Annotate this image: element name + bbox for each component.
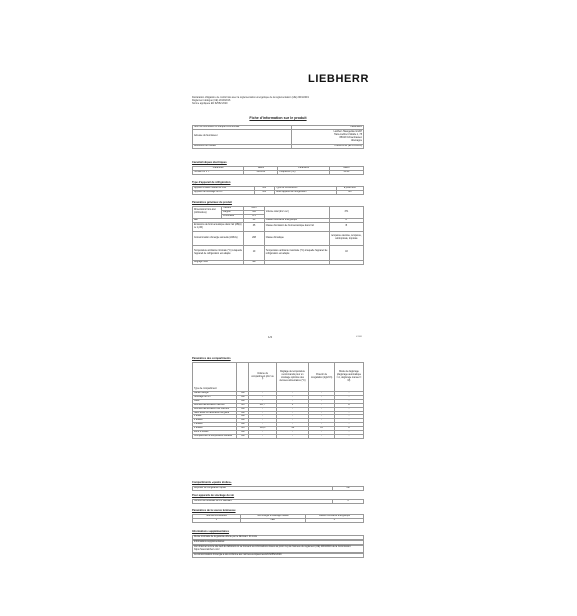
wine-table xyxy=(192,499,364,504)
table-cell: Classe d'émission de bruit acoustique dans l'air xyxy=(264,222,329,231)
column-header: Valeur xyxy=(329,167,363,171)
section-title-four-star: Compartiments «quatre étoiles» xyxy=(192,481,232,484)
column-header xyxy=(237,363,249,392)
section-title-light: Paramètres de la source lumineuse xyxy=(192,509,236,512)
table-cell: Adresse du fournisseur xyxy=(193,129,292,144)
table-cell: 2015 xyxy=(244,207,265,211)
light-table xyxy=(192,514,364,523)
table-cell: - xyxy=(276,431,308,435)
table-cell: Classe climatique xyxy=(264,231,329,245)
table-cell: - xyxy=(309,419,335,423)
general-table xyxy=(192,206,364,265)
table-cell: non xyxy=(254,190,275,194)
four-star-table xyxy=(192,486,364,491)
table-cell: nombre de bouteilles de vin standard xyxy=(193,500,333,504)
column-header: Technologie d'éclairage utilisée xyxy=(240,515,305,519)
table-cell: 267,7 xyxy=(249,403,276,407)
intro-line: Norme appliquée EN 62552:2020 xyxy=(192,102,228,106)
table-cell: -18 xyxy=(276,427,308,431)
extra-line: Lien Internet vers le site web du fabricant où se trouvent les informations visées au point 4 a) de l'annexe du règlement (UE) 2019/2019 de la Commission: https://www.liebherr.com/ xyxy=(192,545,364,553)
table-cell: oui xyxy=(237,427,249,431)
table-cell: 371 xyxy=(329,207,363,219)
table-cell: 43 xyxy=(329,245,363,260)
table-cell: non xyxy=(254,187,275,191)
table-cell: 1 xyxy=(193,518,241,522)
table-cell: Type de construction xyxy=(275,187,337,191)
table-row xyxy=(193,487,364,491)
electrical-table-wrap xyxy=(192,166,364,175)
table-cell: - xyxy=(249,399,276,403)
four-star-table-wrap xyxy=(192,486,364,491)
section-title-appliance-type: Type d'appareil de réfrigération xyxy=(192,181,231,184)
table-cell: - xyxy=(249,407,276,411)
table-cell: - xyxy=(276,415,308,419)
table-cell: Appareil de stockage du vin xyxy=(193,190,255,194)
table-cell: - xyxy=(249,423,276,427)
table-cell: non xyxy=(237,407,249,411)
table-row xyxy=(193,231,364,245)
table-row xyxy=(193,518,364,522)
section-title-compartments: Paramètres des compartiments xyxy=(192,357,231,360)
table-cell: non xyxy=(237,431,249,435)
table-cell: - xyxy=(249,411,276,415)
table-cell: A xyxy=(334,427,363,431)
electrical-table xyxy=(192,166,364,175)
table-cell: 5 xyxy=(276,403,308,407)
table-cell: CNd5203-22 (EPCxxxx/00) xyxy=(292,144,364,148)
compartments-table-wrap xyxy=(192,362,364,439)
table-cell: - xyxy=(309,399,335,403)
table-cell: Tension en V ~ xyxy=(193,170,244,174)
table-row xyxy=(193,170,364,174)
compartments-table xyxy=(192,362,364,439)
table-cell: 2 étoiles xyxy=(193,419,237,423)
table-cell: - xyxy=(276,407,308,411)
column-header: Valeur xyxy=(244,167,278,171)
table-cell: Profondeur xyxy=(222,214,244,218)
table-cell: - xyxy=(309,431,335,435)
table-cell: - xyxy=(309,392,335,396)
table-cell: - xyxy=(276,411,308,415)
table-cell: - xyxy=(249,392,276,396)
table-cell: non xyxy=(244,260,265,264)
table-cell: - xyxy=(309,423,335,427)
table-cell: 50-60 xyxy=(329,170,363,174)
light-table-wrap xyxy=(192,514,364,523)
table-cell: Fréquence (Hz) xyxy=(278,170,329,174)
table-cell: - xyxy=(249,419,276,423)
table-cell: 208 xyxy=(244,231,265,245)
table-row xyxy=(193,222,364,231)
table-cell: Volume total (dm³ ou l) xyxy=(264,207,329,219)
appliance-type-table xyxy=(192,186,364,195)
table-cell: 10 xyxy=(309,427,335,431)
table-row xyxy=(193,260,364,264)
table-cell: - xyxy=(276,434,308,438)
table-cell: Denrées alimentaires fraîches xyxy=(193,403,237,407)
table-cell: Consommation d'énergie annuelle (kWh/a) xyxy=(193,231,244,245)
table-cell: non xyxy=(237,411,249,415)
column-header: Volume du compartiment (dm³ ou l) xyxy=(249,363,276,392)
table-cell: Hauteur xyxy=(222,207,244,211)
version-tag: V-1/08 xyxy=(356,336,362,338)
table-cell: non xyxy=(237,434,249,438)
table-cell: non xyxy=(237,423,249,427)
table-cell: Stockage du vin xyxy=(193,395,237,399)
table-cell: LED xyxy=(240,518,305,522)
table-cell: oui xyxy=(237,403,249,407)
column-header: Classe d'efficacité énergétique xyxy=(305,515,363,519)
table-cell: - xyxy=(309,403,335,407)
table-cell: Liebherr-Hausgeräte GmbH Hans-Liebherr-Straße 1, 78 88416 Ochsenhausen Allemagne xyxy=(292,129,364,144)
column-header: Type de compartiment xyxy=(193,363,237,392)
table-cell: non xyxy=(237,419,249,423)
table-cell: Largeur xyxy=(222,210,244,214)
table-cell: 4 étoiles xyxy=(193,427,237,431)
table-cell: non xyxy=(237,392,249,396)
table-cell: Dispositif de congélation rapide xyxy=(193,487,333,491)
table-cell: - xyxy=(276,419,308,423)
table-cell: - xyxy=(334,423,363,427)
intro-text xyxy=(192,96,362,106)
table-cell: - xyxy=(334,399,363,403)
table-cell: - xyxy=(334,411,363,415)
section-title-wine: Pour appareils de stockage du vin xyxy=(192,494,235,497)
table-cell: Sans étoile ou fabrication de glace xyxy=(193,411,237,415)
table-cell: - xyxy=(309,407,335,411)
table-cell: - xyxy=(334,431,363,435)
table-cell: 35 xyxy=(244,222,265,231)
appliance-type-table-wrap xyxy=(192,186,364,195)
table-cell: F xyxy=(305,518,363,522)
intro-line: Règlement délégué (UE) 2019/2016 xyxy=(192,99,231,103)
table-cell: Réglage hiver xyxy=(193,260,244,264)
table-cell: - xyxy=(334,392,363,396)
table-cell: - xyxy=(249,434,276,438)
table-cell: 103,1 xyxy=(249,427,276,431)
table-row xyxy=(193,190,364,194)
table-cell: - xyxy=(249,395,276,399)
extra-line: Informations supplémentaires: xyxy=(192,540,364,545)
table-row xyxy=(193,144,364,148)
table-cell: non xyxy=(237,415,249,419)
table-cell: Dimensions hors-tout (millimètres) xyxy=(193,207,222,219)
supplier-table-wrap xyxy=(192,125,364,149)
table-cell: - xyxy=(276,395,308,399)
table-cell: 80 xyxy=(244,218,265,222)
table-cell: 0 xyxy=(333,500,364,504)
table-cell: 220-240 xyxy=(244,170,278,174)
table-cell: non xyxy=(237,399,249,403)
table-cell: - xyxy=(309,434,335,438)
table-cell: tempérée étendue, tempérée, subtropicale, tropicale xyxy=(329,231,363,245)
table-cell: oui xyxy=(333,487,364,491)
section-title-extra: Informations supplémentaires xyxy=(192,530,230,533)
table-row xyxy=(193,207,364,211)
table-cell: 10 xyxy=(244,245,265,260)
column-header: Pouvoir de congélation (kg/24 h) xyxy=(309,363,335,392)
table-cell: oui xyxy=(336,190,363,194)
table-cell: - xyxy=(334,434,363,438)
column-header: Paramètre xyxy=(193,167,244,171)
table-row xyxy=(193,500,364,504)
table-header-row xyxy=(193,515,364,519)
table-cell: B xyxy=(329,222,363,231)
table-cell: - xyxy=(334,415,363,419)
fiche-title: Fiche d'information sur le produit xyxy=(249,116,307,120)
table-cell xyxy=(264,260,329,264)
column-header: Réglage de température recommandé pour un stockage optimisé des denrées alimentaires (°C) xyxy=(276,363,308,392)
section-title-general: Paramètres généraux du produit xyxy=(192,201,232,204)
table-cell: Émissions de bruit acoustique dans l'air (dB(A) re 1 pW) xyxy=(193,222,244,231)
compartments-body xyxy=(193,392,364,439)
table-cell: - xyxy=(276,392,308,396)
table-cell: Température ambiante minimale (°C) à laquelle l'appareil de réfrigération est adapté xyxy=(193,245,244,260)
table-cell: 1 étoile xyxy=(193,415,237,419)
table-row xyxy=(193,245,364,260)
table-row xyxy=(193,434,364,438)
table-cell: - xyxy=(309,395,335,399)
intro-line: Déclaration obligatoire de conformité avec la réglementation énergétique de la réglementation (UE) 2019/2019 xyxy=(192,96,309,99)
column-header: Paramètre xyxy=(278,167,329,171)
extra-line: Durée minimale de la garantie offerte par le fabricant: 24 mois xyxy=(192,535,364,540)
table-cell: - xyxy=(334,407,363,411)
table-cell: Référence du modèle xyxy=(193,144,292,148)
table-cell: - xyxy=(276,423,308,427)
table-cell: Température ambiante maximale (°C) à laquelle l'appareil de réfrigération est adapté xyxy=(264,245,329,260)
table-cell: Zone 2 étoiles xyxy=(193,431,237,435)
table-cell: 595 xyxy=(244,210,265,214)
table-cell: à pose libre xyxy=(336,187,363,191)
table-cell: Denrées alimentaires très fraîches xyxy=(193,407,237,411)
table-cell: D xyxy=(329,218,363,222)
table-cell: LIEBHERR xyxy=(292,126,364,130)
general-table-wrap xyxy=(192,206,364,265)
table-cell: 3 étoiles xyxy=(193,423,237,427)
table-cell: - xyxy=(309,411,335,415)
table-cell: Garde-manger xyxy=(193,392,237,396)
table-cell: - xyxy=(334,419,363,423)
table-cell: IEE xyxy=(193,218,244,222)
table-cell: - xyxy=(249,415,276,419)
brand-logo: LIEBHERR xyxy=(308,73,370,85)
column-header: Mode de dégivrage (dégivrage automatique = A, dégivrage manuel = M) xyxy=(334,363,363,392)
table-cell: Appareil à faible niveau de bruit xyxy=(193,187,255,191)
table-header-row xyxy=(193,363,364,392)
supplier-table xyxy=(192,125,364,149)
table-cell: - xyxy=(276,399,308,403)
table-row xyxy=(193,129,364,144)
extra-line: La consommation d'énergie a été conforme aux normes européennes EN 62552:2020. xyxy=(192,553,364,558)
column-header: Sources lumineuses xyxy=(193,515,241,519)
wine-table-wrap xyxy=(192,499,364,504)
page-number: 1/2 xyxy=(268,335,273,339)
table-cell: - xyxy=(309,415,335,419)
table-cell: Compartiment à température variable xyxy=(193,434,237,438)
table-cell: 675 xyxy=(244,214,265,218)
table-cell: Cave xyxy=(193,399,237,403)
table-cell: A xyxy=(334,403,363,407)
section-title-electrical: Caractéristiques électriques xyxy=(192,161,227,164)
table-cell: Classe d'efficacité énergétique xyxy=(264,218,329,222)
table-cell: - xyxy=(249,431,276,435)
table-cell: - xyxy=(334,395,363,399)
extra-box xyxy=(192,535,364,558)
table-cell: non xyxy=(237,395,249,399)
table-cell: Autre appareil de réfrigération xyxy=(275,190,337,194)
table-cell: Nom du fournisseur ou marque commerciale xyxy=(193,126,292,130)
table-cell xyxy=(329,260,363,264)
